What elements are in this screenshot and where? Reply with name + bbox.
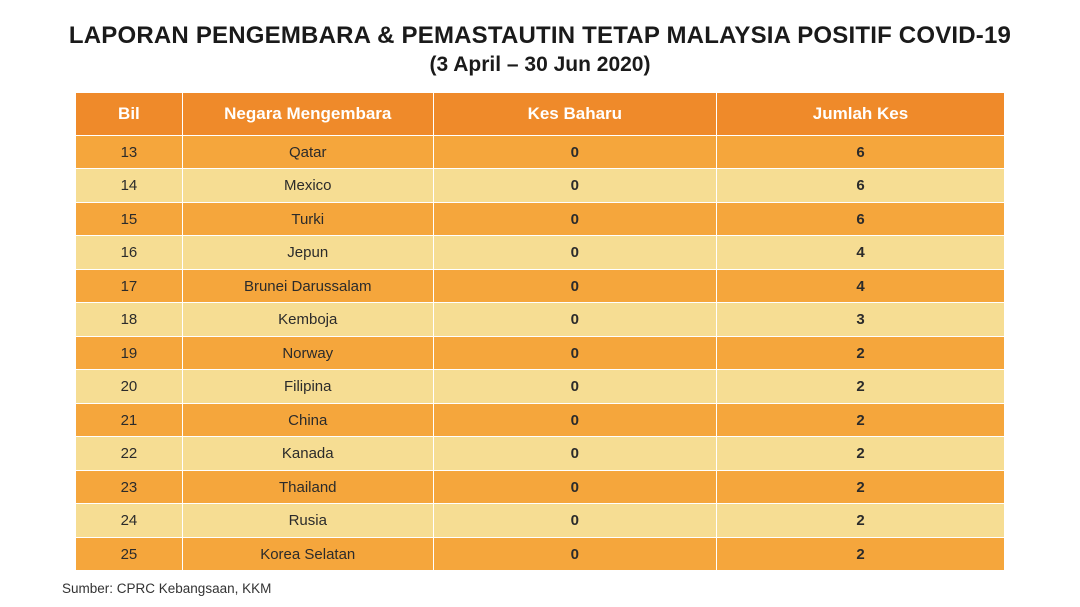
table-row bbox=[76, 437, 1005, 471]
cell-kes-baharu: 0 bbox=[433, 336, 716, 370]
cell-bil: 16 bbox=[76, 236, 183, 270]
cell-negara: Kanada bbox=[182, 437, 433, 471]
cell-negara: Mexico bbox=[182, 169, 433, 203]
cell-kes-baharu: 0 bbox=[433, 169, 716, 203]
cell-jumlah-kes: 4 bbox=[717, 269, 1005, 303]
cell-negara: Kemboja bbox=[182, 303, 433, 337]
cell-negara: China bbox=[182, 403, 433, 437]
table-header-row bbox=[76, 92, 1005, 135]
cell-negara: Korea Selatan bbox=[182, 537, 433, 571]
title-block bbox=[0, 0, 1080, 78]
table-row bbox=[76, 135, 1005, 169]
cell-kes-baharu: 0 bbox=[433, 236, 716, 270]
cell-jumlah-kes: 6 bbox=[717, 135, 1005, 169]
table-row bbox=[76, 202, 1005, 236]
cell-kes-baharu: 0 bbox=[433, 437, 716, 471]
cell-negara: Turki bbox=[182, 202, 433, 236]
cell-kes-baharu: 0 bbox=[433, 537, 716, 571]
cell-bil: 24 bbox=[76, 504, 183, 538]
table-body bbox=[76, 135, 1005, 571]
column-header-jumlah-kes: Jumlah Kes bbox=[717, 92, 1005, 135]
cell-kes-baharu: 0 bbox=[433, 470, 716, 504]
cell-negara: Thailand bbox=[182, 470, 433, 504]
cell-bil: 22 bbox=[76, 437, 183, 471]
table-container bbox=[75, 92, 1005, 572]
column-header-negara: Negara Mengembara bbox=[182, 92, 433, 135]
cell-bil: 15 bbox=[76, 202, 183, 236]
cell-jumlah-kes: 2 bbox=[717, 537, 1005, 571]
column-header-kes-baharu: Kes Baharu bbox=[433, 92, 716, 135]
cell-bil: 14 bbox=[76, 169, 183, 203]
cell-jumlah-kes: 3 bbox=[717, 303, 1005, 337]
travellers-table bbox=[75, 92, 1005, 572]
cell-jumlah-kes: 2 bbox=[717, 336, 1005, 370]
cell-bil: 17 bbox=[76, 269, 183, 303]
table-row bbox=[76, 303, 1005, 337]
cell-jumlah-kes: 6 bbox=[717, 202, 1005, 236]
table-row bbox=[76, 269, 1005, 303]
table-row bbox=[76, 336, 1005, 370]
cell-bil: 18 bbox=[76, 303, 183, 337]
cell-jumlah-kes: 2 bbox=[717, 470, 1005, 504]
cell-kes-baharu: 0 bbox=[433, 202, 716, 236]
cell-jumlah-kes: 2 bbox=[717, 403, 1005, 437]
cell-bil: 21 bbox=[76, 403, 183, 437]
cell-negara: Jepun bbox=[182, 236, 433, 270]
table-row bbox=[76, 470, 1005, 504]
table-row bbox=[76, 169, 1005, 203]
table-row bbox=[76, 370, 1005, 404]
cell-bil: 25 bbox=[76, 537, 183, 571]
cell-kes-baharu: 0 bbox=[433, 135, 716, 169]
source-note: Sumber: CPRC Kebangsaan, KKM bbox=[62, 581, 272, 597]
cell-jumlah-kes: 2 bbox=[717, 504, 1005, 538]
cell-negara: Qatar bbox=[182, 135, 433, 169]
cell-kes-baharu: 0 bbox=[433, 269, 716, 303]
table-row bbox=[76, 236, 1005, 270]
cell-negara: Brunei Darussalam bbox=[182, 269, 433, 303]
cell-negara: Filipina bbox=[182, 370, 433, 404]
table-row bbox=[76, 537, 1005, 571]
cell-bil: 19 bbox=[76, 336, 183, 370]
cell-bil: 23 bbox=[76, 470, 183, 504]
cell-jumlah-kes: 4 bbox=[717, 236, 1005, 270]
cell-kes-baharu: 0 bbox=[433, 303, 716, 337]
table-header bbox=[76, 92, 1005, 135]
cell-negara: Norway bbox=[182, 336, 433, 370]
table-row bbox=[76, 403, 1005, 437]
cell-negara: Rusia bbox=[182, 504, 433, 538]
cell-kes-baharu: 0 bbox=[433, 370, 716, 404]
column-header-bil: Bil bbox=[76, 92, 183, 135]
table-row bbox=[76, 504, 1005, 538]
cell-jumlah-kes: 2 bbox=[717, 370, 1005, 404]
page-title: LAPORAN PENGEMBARA & PEMASTAUTIN TETAP MALAYSIA POSITIF COVID-19 bbox=[68, 22, 1012, 49]
cell-kes-baharu: 0 bbox=[433, 504, 716, 538]
page-subtitle: (3 April – 30 Jun 2020) bbox=[429, 52, 651, 76]
cell-bil: 13 bbox=[76, 135, 183, 169]
cell-jumlah-kes: 6 bbox=[717, 169, 1005, 203]
cell-kes-baharu: 0 bbox=[433, 403, 716, 437]
cell-bil: 20 bbox=[76, 370, 183, 404]
cell-jumlah-kes: 2 bbox=[717, 437, 1005, 471]
